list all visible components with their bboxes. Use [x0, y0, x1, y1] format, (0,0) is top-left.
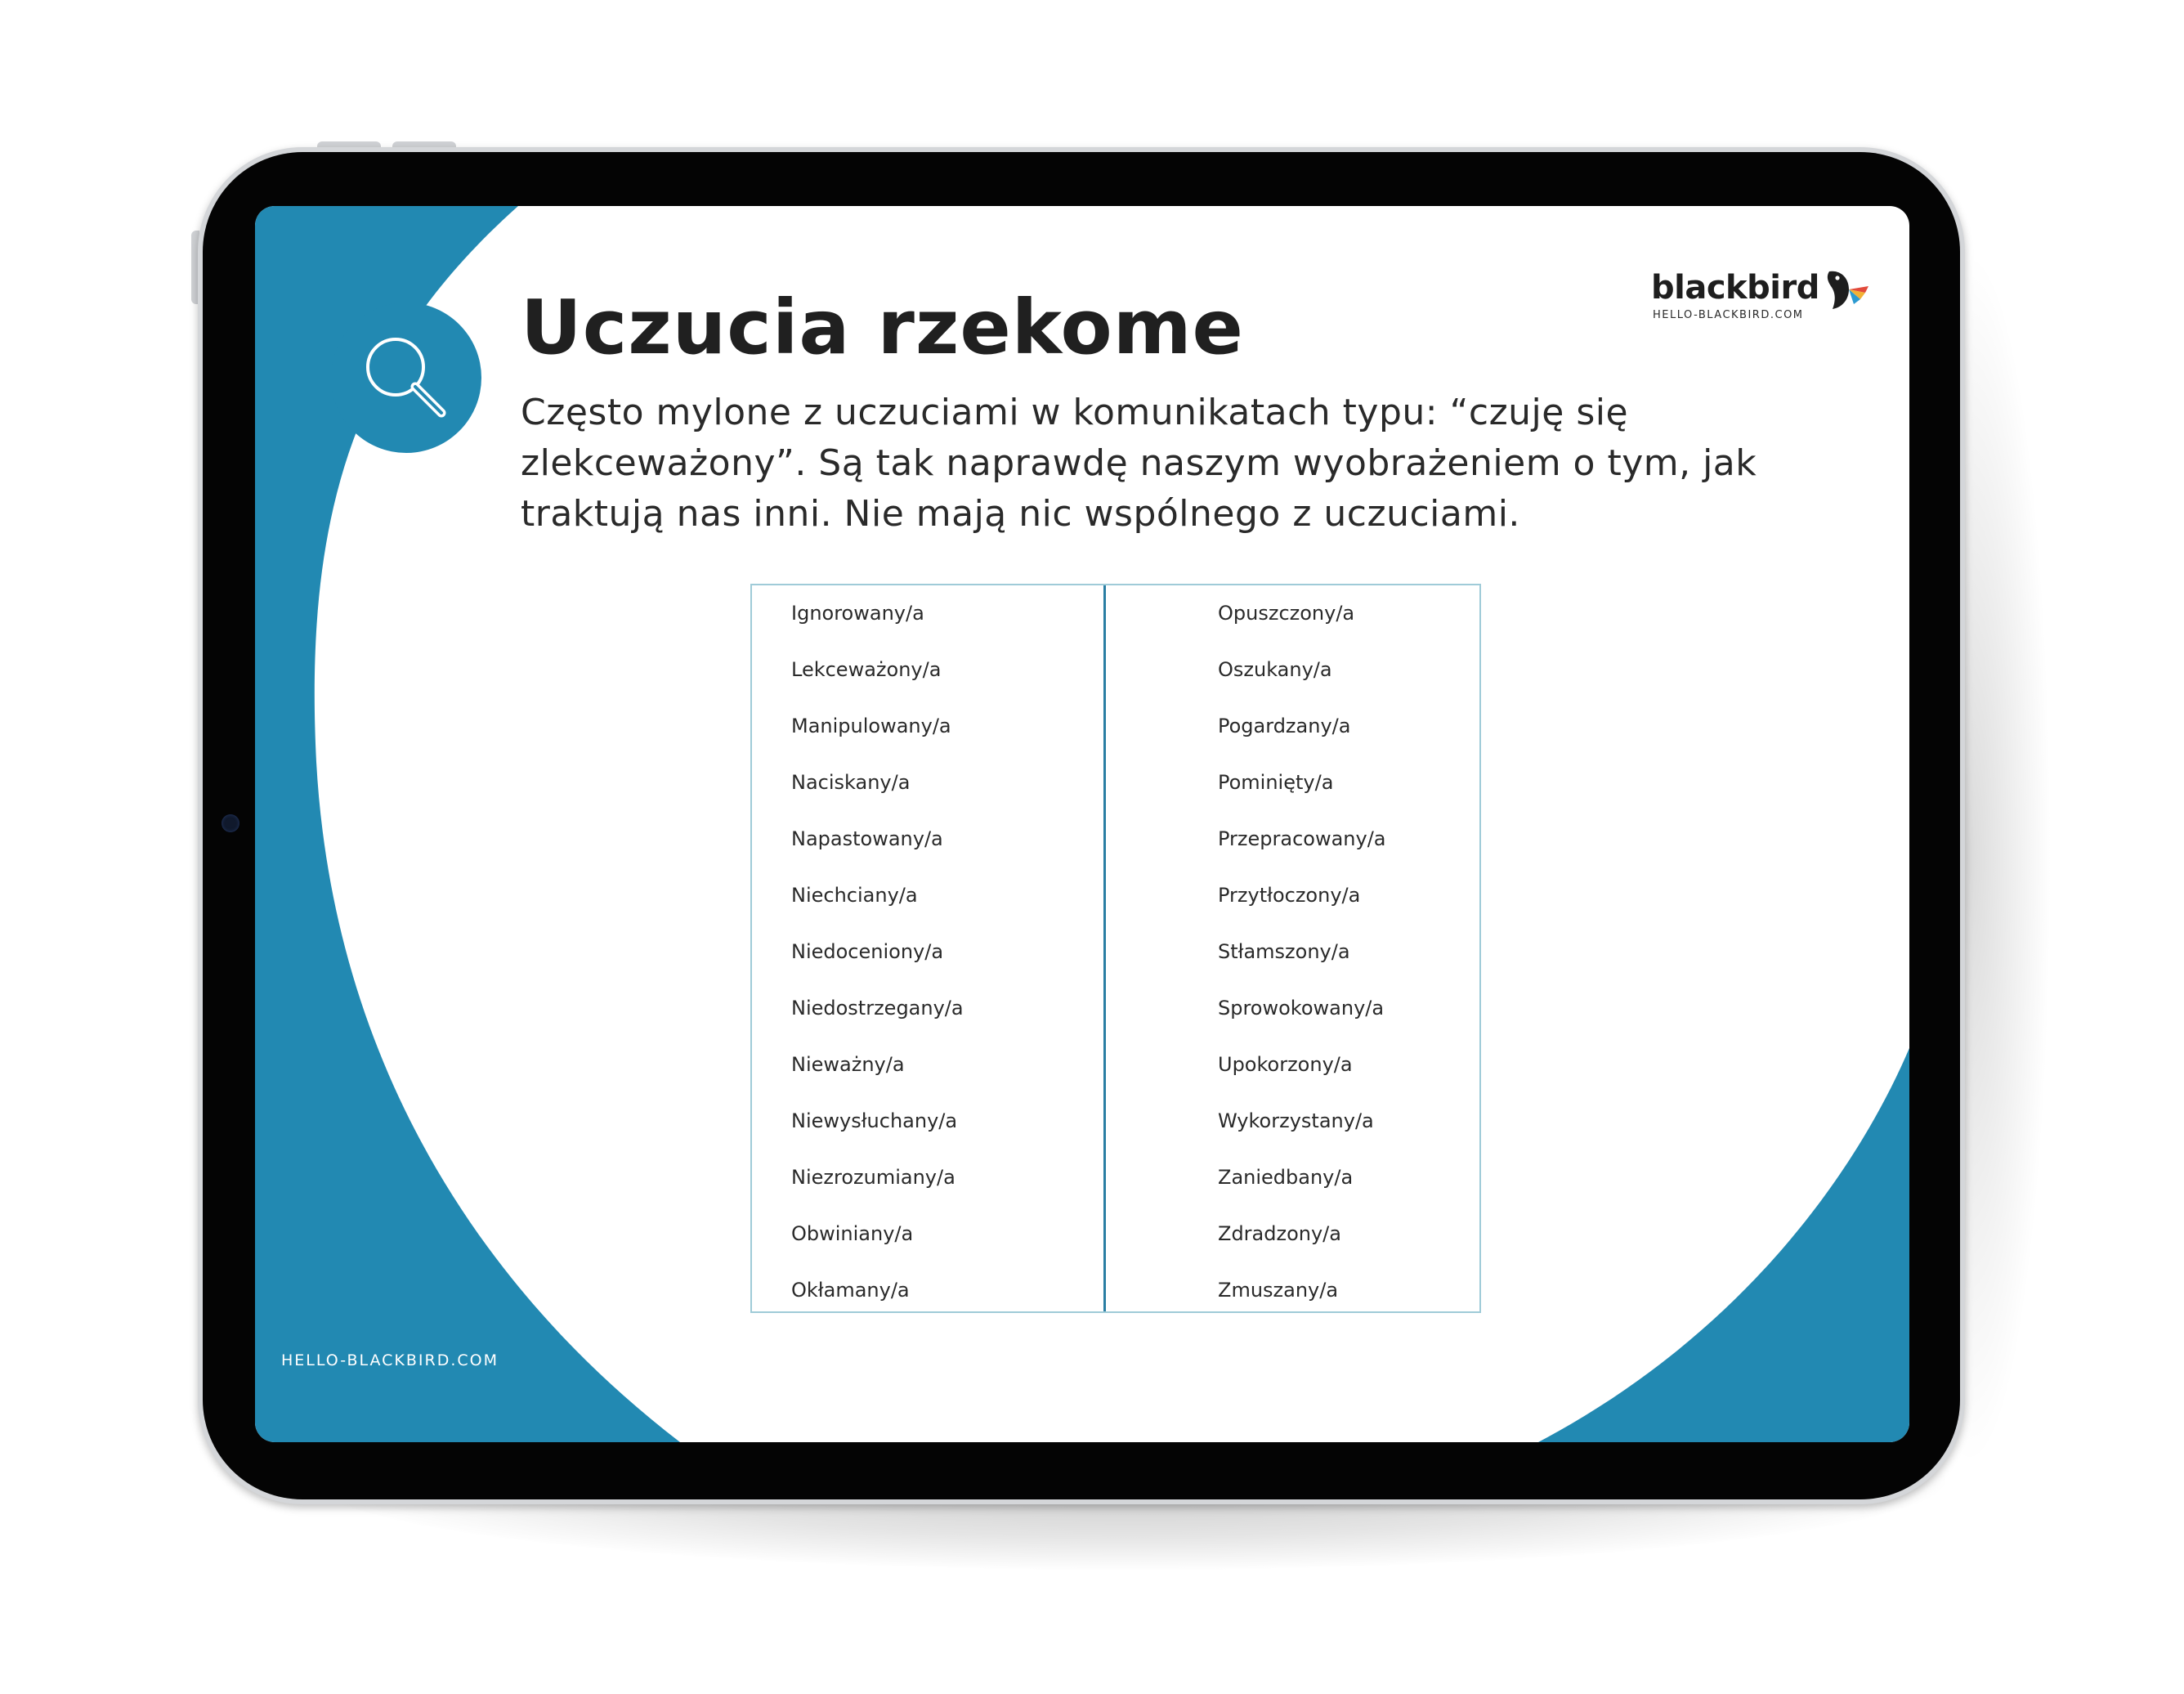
front-camera — [222, 814, 239, 832]
word-item: Sprowokowany/a — [1218, 997, 1385, 1020]
footer-url: HELLO-BLACKBIRD.COM — [281, 1351, 499, 1369]
word-item: Zmuszany/a — [1218, 1279, 1339, 1302]
word-item: Manipulowany/a — [791, 715, 951, 737]
word-item: Obwiniany/a — [791, 1222, 914, 1245]
word-item: Niedoceniony/a — [791, 940, 944, 963]
word-item: Zaniedbany/a — [1218, 1166, 1354, 1189]
word-item: Oszukany/a — [1218, 658, 1332, 681]
word-item: Okłamany/a — [791, 1279, 910, 1302]
column-divider — [1103, 585, 1106, 1311]
word-item: Pominięty/a — [1218, 771, 1334, 794]
blackbird-logo-icon — [1824, 268, 1870, 312]
word-item: Opuszczony/a — [1218, 602, 1355, 625]
right-word-column — [1218, 585, 1386, 1319]
word-item: Pogardzany/a — [1218, 715, 1351, 737]
logo-url: HELLO-BLACKBIRD.COM — [1653, 309, 1804, 321]
left-word-column — [791, 585, 964, 1319]
word-item: Niewysłuchany/a — [791, 1109, 958, 1132]
word-item: Niedostrzegany/a — [791, 997, 964, 1020]
word-item: Niezrozumiany/a — [791, 1166, 955, 1189]
word-item: Nieważny/a — [791, 1053, 905, 1076]
word-item: Zdradzony/a — [1218, 1222, 1341, 1245]
word-table — [750, 584, 1481, 1313]
word-item: Wykorzystany/a — [1218, 1109, 1374, 1132]
word-item: Niechciany/a — [791, 884, 918, 907]
page-title: Uczucia rzekome — [521, 284, 1244, 371]
word-item: Stłamszony/a — [1218, 940, 1350, 963]
logo-wordmark: blackbird — [1651, 269, 1819, 307]
word-item: Napastowany/a — [791, 827, 943, 850]
page-subtitle: Często mylone z uczuciami w komunikatach typu: “czuję się zlekceważony”. Są tak naprawdę naszym wyobrażeniem o tym, jak traktują nas inni. Nie mają nic wspólnego z uczuciami. — [521, 392, 1757, 535]
word-item: Przytłoczony/a — [1218, 884, 1361, 907]
tablet-screen — [255, 206, 1909, 1442]
word-item: Naciskany/a — [791, 771, 911, 794]
word-item: Upokorzony/a — [1218, 1053, 1353, 1076]
word-item: Przepracowany/a — [1218, 827, 1386, 850]
word-item: Ignorowany/a — [791, 602, 924, 625]
blackbird-logo — [1651, 268, 1880, 334]
word-item: Lekceważony/a — [791, 658, 942, 681]
search-icon — [353, 325, 459, 431]
